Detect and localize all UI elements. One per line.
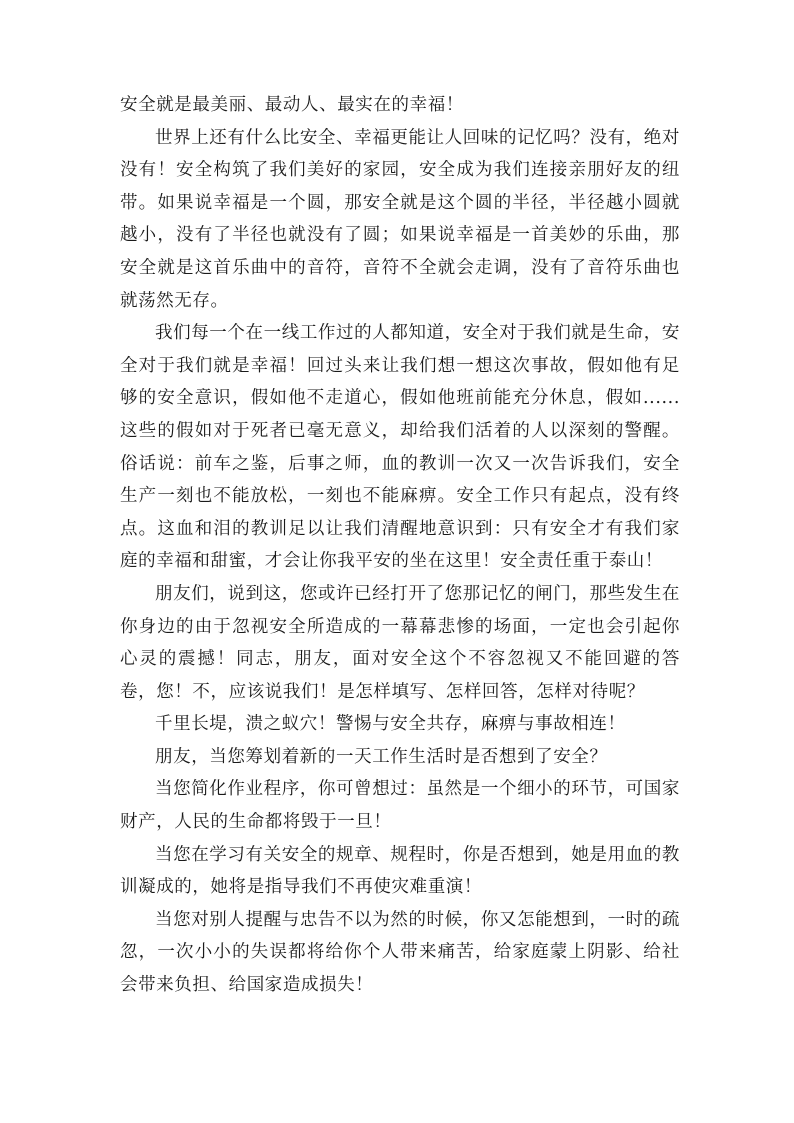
- paragraph-7: 当您简化作业程序，你可曾想过：虽然是一个细小的环节，可国家财产，人民的生命都将毁于一旦！: [120, 779, 680, 833]
- paragraph-2: 世界上还有什么比安全、幸福更能让人回味的记忆吗？没有，绝对没有！安全构筑了我们美好的家园，安全成为我们连接亲朋好友的纽带。如果说幸福是一个圆，那安全就是这个圆的半径，半径越小圆就越小，没有了半径也就没有了圆；如果说幸福是一首美妙的乐曲，那安全就是这首乐曲中的音符，音符不全就会走调，没有了音符乐曲也就荡然无存。: [120, 127, 680, 311]
- paragraph-6: 朋友，当您筹划着新的一天工作生活时是否想到了安全？: [155, 746, 608, 767]
- paragraph-8: 当您在学习有关安全的规章、规程时，你是否想到，她是用血的教训凝成的，她将是指导我们不再使灾难重演！: [120, 844, 680, 898]
- document-body: [120, 89, 680, 1002]
- paragraph-1: 安全就是最美丽、最动人、最实在的幸福！: [120, 95, 464, 115]
- paragraph-5: 千里长堤，溃之蚁穴！警惕与安全共存，麻痹与事故相连！: [155, 714, 626, 735]
- paragraph-4: 朋友们，说到这，您或许已经打开了您那记忆的闸门，那些发生在你身边的由于忽视安全所造成的一幕幕悲惨的场面，一定也会引起你心灵的震撼！同志，朋友，面对安全这个不容忽视又不能回避的答卷，您！不，应该说我们！是怎样填写、怎样回答，怎样对待呢？: [120, 583, 680, 702]
- paragraph-3: 我们每一个在一线工作过的人都知道，安全对于我们就是生命，安全对于我们就是幸福！回过头来让我们想一想这次事故，假如他有足够的安全意识，假如他不走道心，假如他班前能充分休息，假如......这些的假如对于死者已毫无意义，却给我们活着的人以深刻的警醒。俗话说：前车之鉴，后事之师，血的教训一次又一次告诉我们，安全生产一刻也不能放松，一刻也不能麻痹。安全工作只有起点，没有终点。这血和泪的教训足以让我们清醒地意识到：只有安全才有我们家庭的幸福和甜蜜，才会让你我平安的坐在这里！安全责任重于泰山！: [120, 323, 680, 572]
- paragraph-9: 当您对别人提醒与忠告不以为然的时候，你又怎能想到，一时的疏忽，一次小小的失误都将给你个人带来痛苦，给家庭蒙上阴影、给社会带来负担、给国家造成损失！: [120, 909, 680, 996]
